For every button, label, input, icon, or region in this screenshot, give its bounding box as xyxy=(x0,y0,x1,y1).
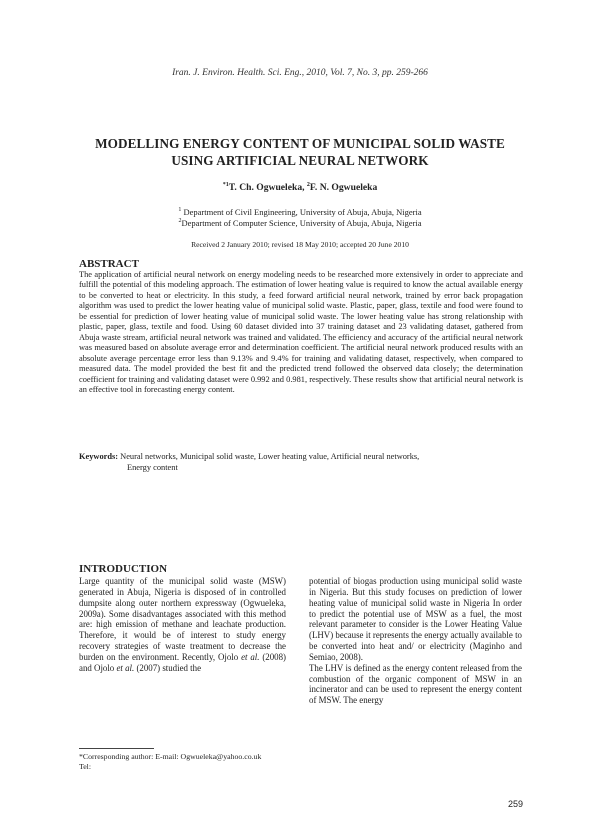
intro-left-text-3: (2007) studied the xyxy=(134,662,202,673)
intro-right-paragraph-1: potential of biogas production using municipal solid waste in Nigeria. But this study focuses on prediction of lower heating value of municipal solid waste in Nigeria In order to predict the potential use of MSW as a fuel, the most relevant parameter to consider is the Lower Heating Value (LHV) because it represents the energy actually available to be converted into heat and/ or electricity (Maginho and Semiao, 2008). xyxy=(309,576,522,662)
intro-left-etal-2: et al. xyxy=(116,662,135,673)
journal-citation: Iran. J. Environ. Health. Sci. Eng., 2010, Vol. 7, No. 3, pp. 259-266 xyxy=(172,68,428,78)
abstract-heading: ABSTRACT xyxy=(79,258,139,270)
intro-right-paragraph-2: The LHV is defined as the energy content released from the combustion of the organic component of MSW in an incinerator and can be used to represent the energy content of MSW. The energy xyxy=(309,662,522,706)
affiliation-2-text: Department of Computer Science, University of Abuja, Abuja, Nigeria xyxy=(181,217,422,228)
keywords xyxy=(79,452,523,473)
intro-left-etal-1: et al. xyxy=(241,651,260,662)
author-2: F. N. Ogwueleka xyxy=(309,182,378,193)
author-1-mark: *1 xyxy=(222,181,229,188)
received-dates: Received 2 January 2010; revised 18 May 2010; accepted 20 June 2010 xyxy=(191,240,409,249)
author-2-mark: 2 xyxy=(306,181,310,188)
corresponding-author: *Corresponding author: E-mail: Ogwueleka@yahoo.co.uk xyxy=(79,752,262,761)
paper-title xyxy=(60,135,540,169)
abstract-text: The application of artificial neural network on energy modeling needs to be researched more extensively in order to appreciate and fulfill the potential of this modeling approach. The estimation of lower heating value is required to know the actual available energy to be converted to heat or electricity. In this study, a feed forward artificial neural network, trained by error back propagation algorithm was used to predict the lower heating value of municipal solid waste. Plastic, paper, glass, textile and food were found to be essential for prediction of lower heating value of municipal solid waste. The lower heating value has strong relationship with plastic, paper, glass, textile and food. Using 60 dataset divided into 37 training dataset and 23 validating dataset, gathered from Abuja waste stream, artificial neural network was trained and validated. The efficiency and accuracy of the artificial neural network was measured based on absolute average error and determination coefficient. The artificial neural network produced results with an absolute average percentage error less than 9.13% and 9.4% for training and validating dataset, respectively, when compared to measured data. The model provided the best fit and the predicted trend followed the observed data closely; the determination coefficient for training and validating dataset were 0.992 and 0.981, respectively. These results show that artificial neural network is an effective tool in forecasting energy content. xyxy=(79,270,523,394)
affiliations xyxy=(0,207,600,228)
introduction-heading: INTRODUCTION xyxy=(79,563,168,575)
title-line-2: USING ARTIFICIAL NEURAL NETWORK xyxy=(171,153,429,168)
keywords-line-2: Energy content xyxy=(127,462,178,472)
keywords-label: Keywords: xyxy=(79,452,119,461)
affiliation-2-mark: 2 xyxy=(178,217,182,224)
title-line-1: MODELLING ENERGY CONTENT OF MUNICIPAL SOLID WASTE xyxy=(95,136,505,151)
affiliation-2 xyxy=(0,218,600,229)
keywords-line-1: Neural networks, Municipal solid waste, Lower heating value, Artificial neural networks, xyxy=(118,452,420,461)
affiliation-1-mark: 1 xyxy=(178,207,182,214)
author-1: T. Ch. Ogwueleka, xyxy=(228,182,307,193)
footnote xyxy=(79,752,289,772)
intro-right-column xyxy=(309,576,522,706)
intro-left-text-1: Large quantity of the municipal solid waste (MSW) generated in Abuja, Nigeria is disposed of in controlled dumpsite along outer northern expressway (Ogwueleka, 2009a). Some disadvantages associated with this method are: high emission of methane and leachate production. Therefore, it would be of interest to study energy recovery strategies of waste treatment to decrease the burden on the environment. Recently, Ojolo xyxy=(79,576,286,662)
footnote-divider xyxy=(79,748,154,749)
telephone: Tel: xyxy=(79,762,92,771)
authors xyxy=(0,182,600,193)
affiliation-1-text: Department of Civil Engineering, University of Abuja, Abuja, Nigeria xyxy=(181,207,422,217)
intro-left-text-2: (2008) and Ojolo xyxy=(79,651,286,673)
intro-left-column xyxy=(79,576,286,674)
page-number: 259 xyxy=(507,799,523,809)
affiliation-1 xyxy=(0,207,600,218)
